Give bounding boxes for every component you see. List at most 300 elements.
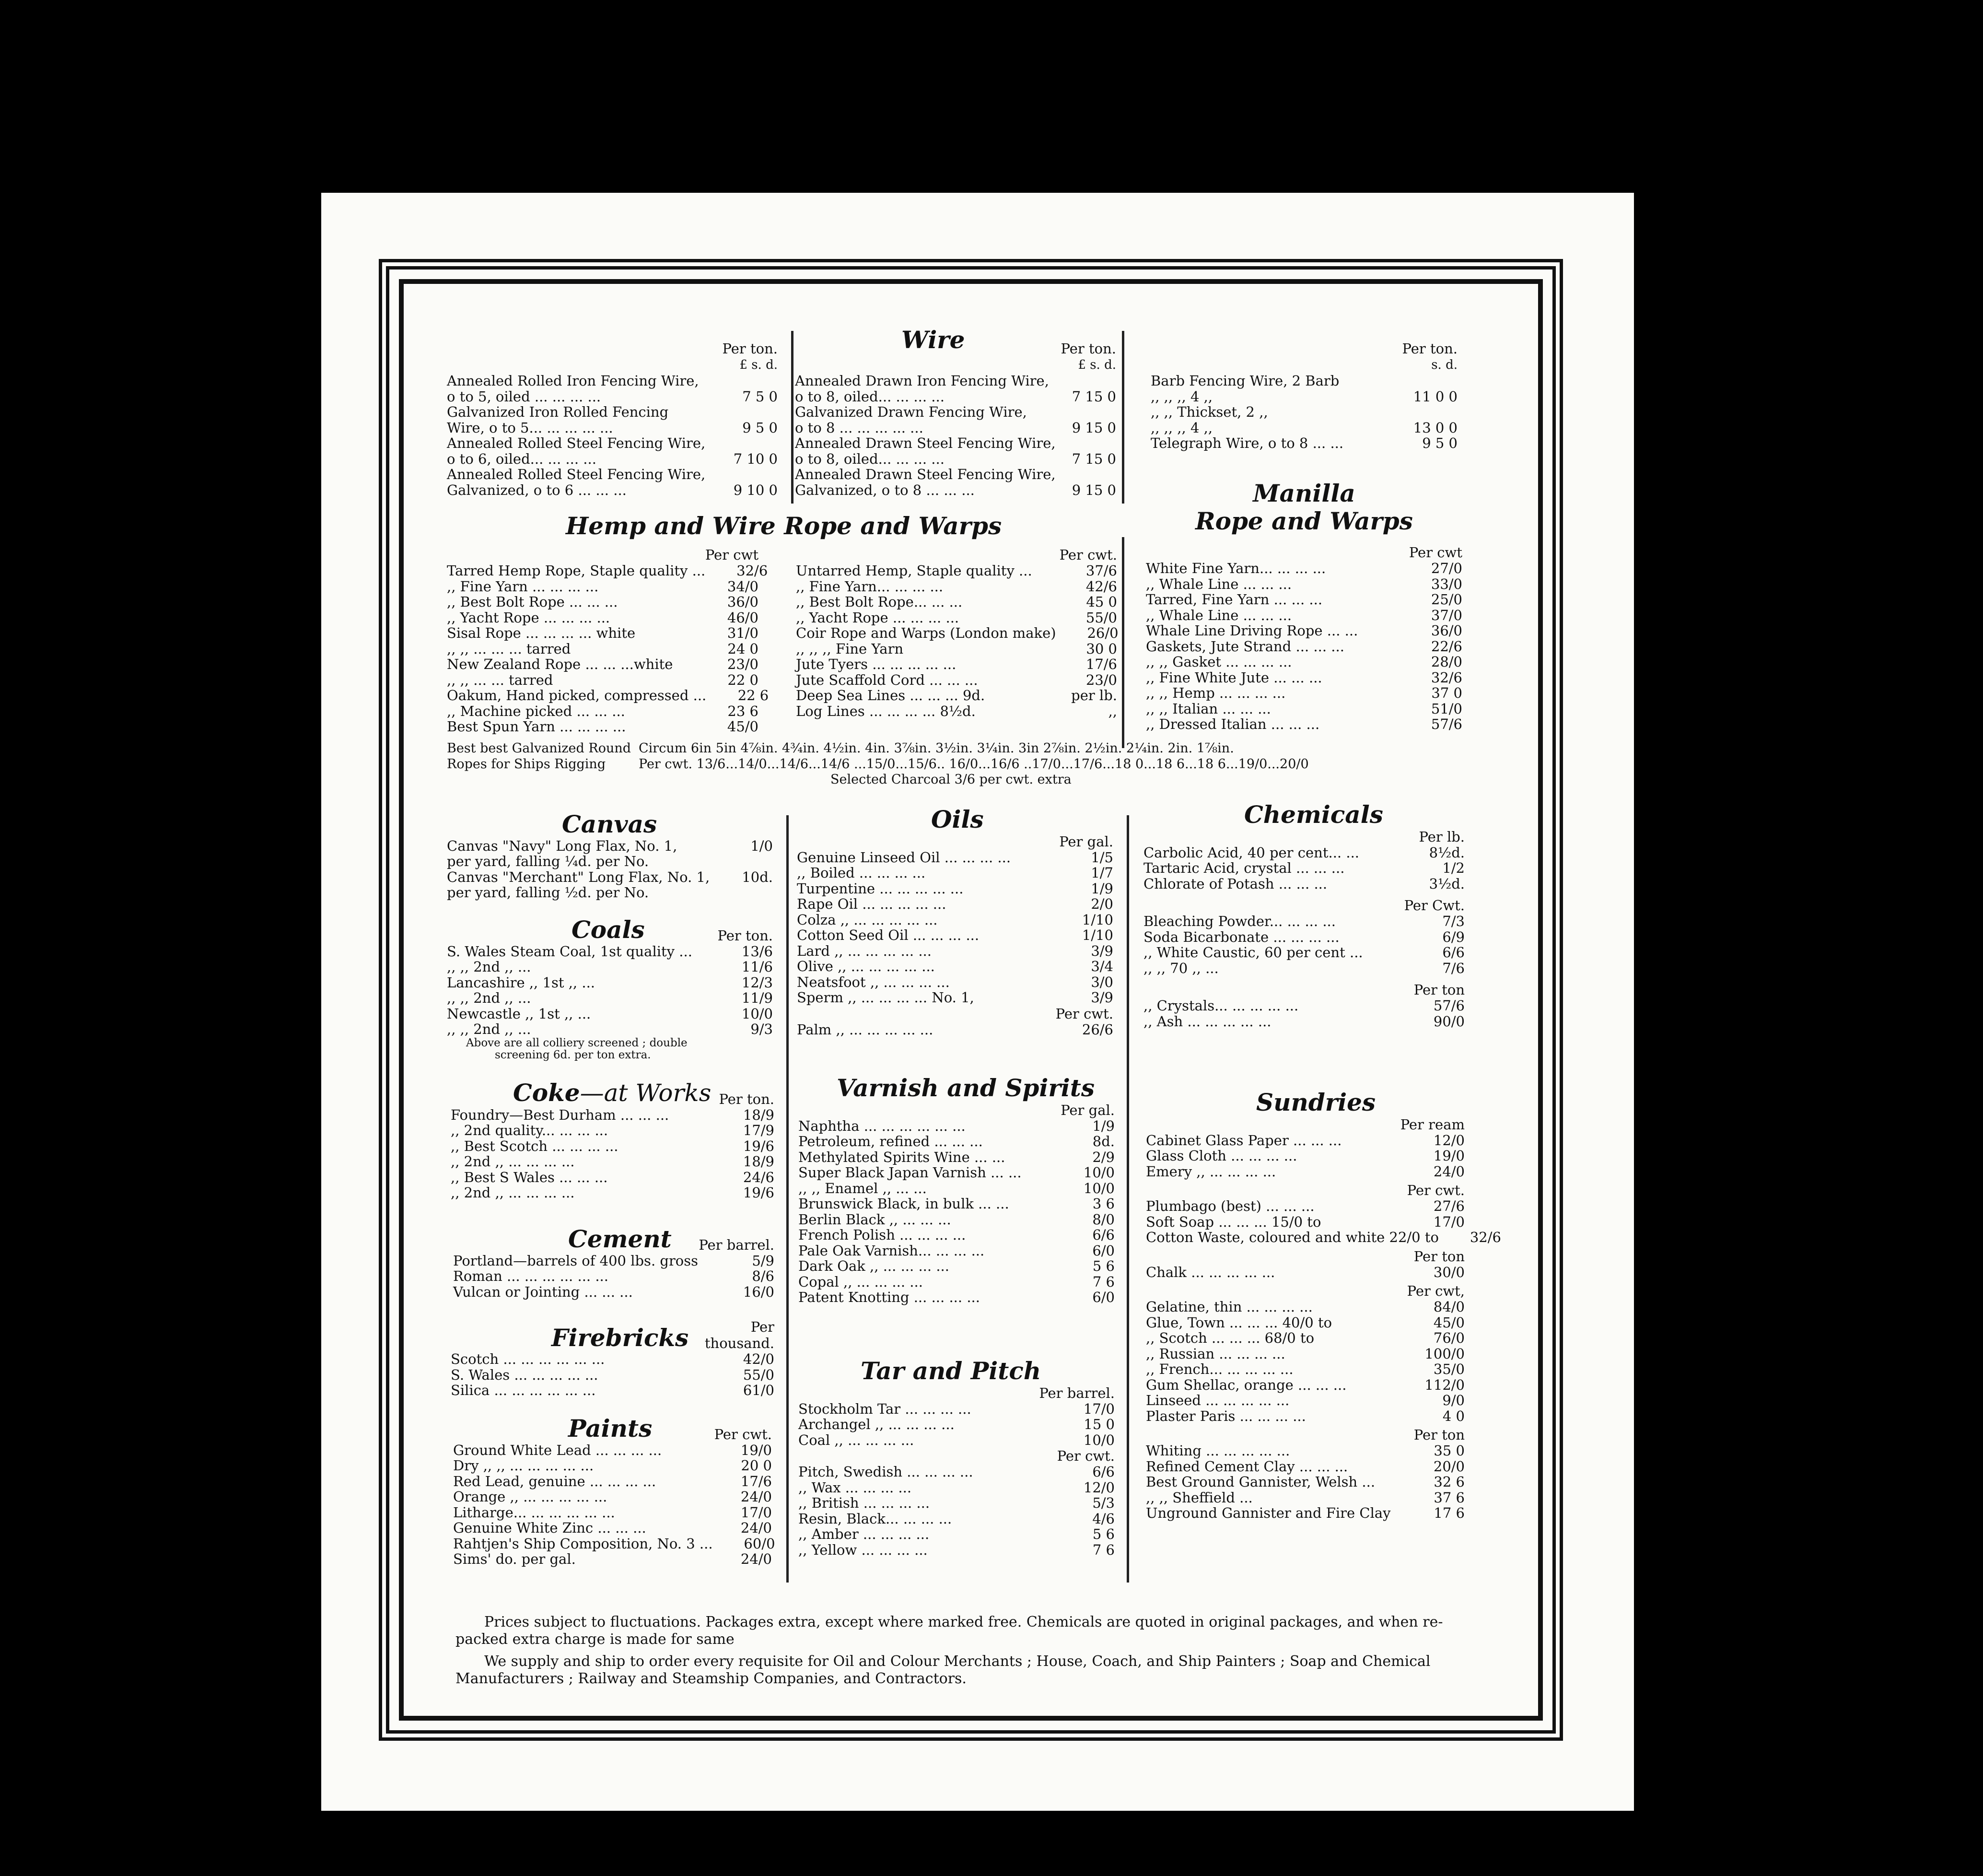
item-price: 2/0 xyxy=(1091,896,1113,912)
price-row xyxy=(453,1489,772,1505)
item-price: 17/9 xyxy=(743,1122,774,1138)
item-price: 11 0 0 xyxy=(1413,388,1458,405)
sundries-unit: Per cwt. xyxy=(1407,1182,1465,1198)
price-row xyxy=(447,482,778,498)
price-row xyxy=(798,1196,1115,1212)
price-row xyxy=(1146,1214,1465,1230)
price-row xyxy=(453,1442,772,1458)
paints-unit: Per cwt. xyxy=(714,1426,772,1442)
manilla-column xyxy=(1146,544,1462,732)
item-name: Bleaching Powder... ... ... ... xyxy=(1143,913,1336,929)
item-price: 16/0 xyxy=(743,1283,774,1300)
item-name: o to 5, oiled ... ... ... ... xyxy=(447,388,601,405)
item-name: Red Lead, genuine ... ... ... ... xyxy=(453,1473,656,1489)
item-price: 8d. xyxy=(1092,1133,1115,1149)
item-price: 45/0 xyxy=(1433,1314,1465,1331)
item-price: 31/0 xyxy=(727,625,758,641)
wire-middle-column xyxy=(795,340,1116,498)
item-name: Galvanized, o to 6 ... ... ... xyxy=(447,481,627,498)
price-row xyxy=(1146,716,1462,732)
price-row xyxy=(447,563,768,579)
price-row xyxy=(447,373,778,389)
price-row xyxy=(1146,1133,1465,1149)
item-name: ,, Crystals... ... ... ... ... xyxy=(1143,997,1299,1014)
item-price: 3/0 xyxy=(1091,973,1113,990)
item-name: Canvas "Merchant" Long Flax, No. 1, xyxy=(447,868,710,885)
coals-unit: Per ton. xyxy=(717,927,773,944)
item-price: 19/6 xyxy=(743,1184,774,1201)
price-row xyxy=(447,625,758,641)
item-price: 32 6 xyxy=(1434,1474,1465,1490)
price-row xyxy=(1146,1361,1465,1377)
item-price: 10/0 xyxy=(1083,1164,1115,1181)
price-row xyxy=(1146,1474,1465,1490)
price-row xyxy=(1143,998,1465,1014)
item-price: 33/0 xyxy=(1431,575,1462,592)
price-row xyxy=(451,1367,774,1383)
hemp-unit: Per cwt. xyxy=(1059,547,1117,563)
item-price: 17/0 xyxy=(740,1504,772,1521)
item-price: 32/6 xyxy=(1470,1229,1501,1245)
item-name: Whale Line Driving Rope ... ... xyxy=(1146,622,1358,639)
varnish-unit: Per gal. xyxy=(1061,1102,1115,1118)
oils-list xyxy=(797,850,1113,1006)
sundries-unit: Per ream xyxy=(1400,1116,1465,1133)
item-name: ,, Russian ... ... ... ... xyxy=(1146,1345,1285,1362)
item-price: 5/3 xyxy=(1092,1495,1115,1511)
item-price: 22 6 xyxy=(737,687,769,704)
item-price: 5 6 xyxy=(1092,1258,1115,1274)
item-name: ,, ,, ... ... tarred xyxy=(447,671,553,688)
wire-left-list xyxy=(447,373,778,498)
item-price: 17/6 xyxy=(1085,656,1117,672)
item-name: Silica ... ... ... ... ... ... xyxy=(451,1382,596,1398)
item-name: ,, ,, ,, 4 ,, xyxy=(1151,388,1213,405)
price-row xyxy=(447,990,773,1006)
price-row xyxy=(1146,1164,1465,1180)
item-price: 9 5 0 xyxy=(1422,435,1458,451)
item-price: 9/3 xyxy=(750,1021,773,1037)
price-row xyxy=(1151,373,1458,389)
price-row xyxy=(1151,404,1458,420)
price-row xyxy=(798,1511,1115,1527)
price-row xyxy=(1146,701,1462,717)
manilla-title: Manilla Rope and Warps xyxy=(1195,479,1413,535)
item-name: Pitch, Swedish ... ... ... ... xyxy=(798,1464,973,1480)
item-name: Patent Knotting ... ... ... ... xyxy=(798,1289,980,1305)
price-row xyxy=(797,865,1113,881)
item-name: Litharge... ... ... ... ... ... xyxy=(453,1504,615,1521)
sundries-list-4 xyxy=(1146,1299,1465,1424)
item-price xyxy=(1056,467,1118,482)
item-price: 7/6 xyxy=(1442,960,1465,976)
item-price: 76/0 xyxy=(1433,1330,1465,1346)
item-price: 36/0 xyxy=(727,594,758,610)
price-row xyxy=(1146,1505,1465,1521)
price-row xyxy=(796,625,1117,641)
item-price: 90/0 xyxy=(1433,1013,1465,1030)
item-price: 1/2 xyxy=(1442,860,1465,876)
price-row xyxy=(795,373,1116,389)
chemicals-list xyxy=(1143,845,1465,892)
item-price: 1/7 xyxy=(1091,865,1113,881)
item-name: Untarred Hemp, Staple quality ... xyxy=(796,563,1032,579)
item-name: Telegraph Wire, o to 8 ... ... xyxy=(1151,435,1344,451)
price-row xyxy=(447,451,778,467)
item-price xyxy=(715,373,778,389)
item-name: ,, French... ... ... ... ... xyxy=(1146,1361,1294,1377)
item-price: 8½d. xyxy=(1429,844,1465,861)
price-row xyxy=(1146,1299,1465,1315)
item-price: 3/4 xyxy=(1091,958,1113,974)
item-name: Carbolic Acid, 40 per cent... ... xyxy=(1143,844,1360,861)
item-name: Berlin Black ,, ... ... ... xyxy=(798,1211,951,1228)
canvas-title: Canvas xyxy=(562,810,657,838)
item-price: 10/0 xyxy=(1083,1180,1115,1196)
item-name: ,, Amber ... ... ... ... xyxy=(798,1526,930,1542)
item-name: Genuine Linseed Oil ... ... ... ... xyxy=(797,849,1011,866)
item-name: ,, Boiled ... ... ... ... xyxy=(797,865,926,881)
item-price: 12/3 xyxy=(741,974,773,991)
price-row xyxy=(798,1165,1115,1181)
price-row xyxy=(1146,654,1462,670)
item-name: ,, Best Scotch ... ... ... ... xyxy=(451,1137,618,1154)
item-name: Glass Cloth ... ... ... ... xyxy=(1146,1148,1297,1164)
item-price: 24/0 xyxy=(740,1520,772,1536)
item-name: ,, ,, Thickset, 2 ,, xyxy=(1151,404,1268,420)
item-name: o to 6, oiled... ... ... ... xyxy=(447,450,596,467)
item-price: 23/0 xyxy=(727,656,758,672)
item-price: 13/6 xyxy=(741,943,773,960)
cement-list xyxy=(453,1253,774,1300)
item-name: Whiting ... ... ... ... ... xyxy=(1146,1442,1290,1459)
item-name: Gum Shellac, orange ... ... ... xyxy=(1146,1376,1347,1393)
chemicals-unit: Per ton xyxy=(1413,982,1465,998)
item-price: 17/0 xyxy=(1433,1213,1465,1230)
price-row xyxy=(798,1495,1115,1511)
oils-unit: Per cwt. xyxy=(1055,1005,1113,1022)
item-name: ,, 2nd quality... ... ... ... xyxy=(451,1122,608,1138)
sundries-unit: Per ton xyxy=(1413,1427,1465,1443)
item-price: per lb. xyxy=(1071,687,1117,704)
sundries-list xyxy=(1146,1133,1465,1180)
sundries-section xyxy=(1146,1088,1501,1521)
item-name: ,, ,, 2nd ,, ... xyxy=(447,1021,531,1037)
item-name: ,, Best Bolt Rope... ... ... xyxy=(796,594,963,610)
item-price: 10/0 xyxy=(1083,1431,1115,1448)
price-row xyxy=(797,881,1113,897)
item-name: Tartaric Acid, crystal ... ... ... xyxy=(1143,860,1345,876)
item-name: ,, Whale Line ... ... ... xyxy=(1146,575,1292,592)
coke-section xyxy=(451,1079,774,1201)
price-row xyxy=(451,1107,774,1123)
tar-list xyxy=(798,1401,1115,1448)
item-price: 7 6 xyxy=(1092,1273,1115,1290)
price-row xyxy=(795,389,1116,405)
item-name: ,, British ... ... ... ... xyxy=(798,1495,930,1511)
price-row xyxy=(1146,623,1462,639)
item-name: ,, Fine Yarn ... ... ... ... xyxy=(447,578,599,595)
price-row xyxy=(451,1185,774,1201)
item-price: 7 15 0 xyxy=(1072,450,1116,467)
item-price: 26/6 xyxy=(1082,1021,1113,1038)
coke-list xyxy=(451,1107,774,1201)
item-price: 13 0 0 xyxy=(1413,419,1458,436)
tar-unit: Per barrel. xyxy=(1039,1384,1115,1401)
item-price: 5/9 xyxy=(752,1252,774,1269)
price-row xyxy=(447,869,773,885)
price-row xyxy=(797,990,1113,1006)
item-price: 4/6 xyxy=(1092,1510,1115,1527)
item-name: ,, ,, Enamel ,, ... ... xyxy=(798,1180,927,1196)
price-row xyxy=(798,1542,1115,1558)
price-row xyxy=(798,1526,1115,1542)
price-row xyxy=(798,1417,1115,1432)
item-price: 57/6 xyxy=(1431,716,1462,732)
item-price: 100/0 xyxy=(1424,1345,1465,1362)
item-price: 23 6 xyxy=(727,703,758,719)
item-price: 32/6 xyxy=(736,563,768,579)
item-price: 20 0 xyxy=(741,1457,772,1474)
item-price: 27/6 xyxy=(1433,1198,1465,1214)
item-price: 11/9 xyxy=(741,990,773,1006)
item-name: Jute Scaffold Cord ... ... ... xyxy=(796,671,978,688)
item-name: Soft Soap ... ... ... 15/0 to xyxy=(1146,1213,1321,1230)
item-price: 55/0 xyxy=(743,1366,774,1383)
item-price: 11/6 xyxy=(741,959,773,975)
price-row xyxy=(1143,1014,1465,1030)
item-name: Dry ,, ,, ... ... ... ... ... xyxy=(453,1457,594,1474)
coals-list xyxy=(447,944,773,1037)
item-name: ,, Yacht Rope ... ... ... ... xyxy=(796,609,959,626)
footer-notes xyxy=(455,1614,1462,1692)
oils-section xyxy=(797,806,1113,1037)
item-price: 15 0 xyxy=(1084,1416,1115,1432)
item-name: Orange ,, ... ... ... ... ... xyxy=(453,1489,607,1505)
item-name: Cotton Waste, coloured and white 22/0 to xyxy=(1146,1229,1439,1245)
item-name: Vulcan or Jointing ... ... ... xyxy=(453,1283,633,1300)
item-price xyxy=(1054,404,1116,420)
price-row xyxy=(451,1138,774,1154)
price-row xyxy=(447,404,778,420)
price-row xyxy=(1146,608,1462,623)
price-row xyxy=(447,579,758,595)
item-name: Copal ,, ... ... ... ... xyxy=(798,1273,923,1290)
item-name: Tarred, Fine Yarn ... ... ... xyxy=(1146,591,1323,608)
item-price: 7 6 xyxy=(1092,1541,1115,1558)
price-row xyxy=(453,1268,774,1284)
item-price: ,, xyxy=(1108,703,1117,719)
item-price: 1/10 xyxy=(1082,927,1113,943)
price-row xyxy=(1151,420,1458,436)
sundries-list-5 xyxy=(1146,1443,1465,1521)
price-row xyxy=(798,1134,1115,1149)
price-row xyxy=(1146,639,1462,655)
cement-section xyxy=(453,1225,774,1300)
price-row xyxy=(795,467,1116,482)
price-row xyxy=(1146,561,1462,576)
varnish-list xyxy=(798,1118,1115,1305)
varnish-section xyxy=(798,1074,1115,1305)
item-name: Methylated Spirits Wine ... ... xyxy=(798,1149,1005,1165)
item-name: Sperm ,, ... ... ... ... No. 1, xyxy=(797,989,974,1006)
item-price: 7 10 0 xyxy=(733,450,778,467)
item-name: Lard ,, ... ... ... ... ... xyxy=(797,942,932,959)
galv-note: Selected Charcoal 3/6 per cwt. extra xyxy=(830,772,1072,787)
item-name: Turpentine ... ... ... ... ... xyxy=(797,880,964,897)
coals-note: Above are all colliery screened ; double xyxy=(466,1036,688,1049)
price-row xyxy=(451,1351,774,1367)
price-row xyxy=(453,1551,772,1567)
item-name: Galvanized, o to 8 ... ... ... xyxy=(795,481,975,498)
item-price: 7/3 xyxy=(1442,913,1465,929)
firebricks-list xyxy=(451,1351,774,1398)
item-price: 23/0 xyxy=(1085,671,1117,688)
item-price: 55/0 xyxy=(1085,609,1117,626)
item-name: ,, Best S Wales ... ... ... xyxy=(451,1169,608,1185)
price-row xyxy=(1146,1346,1465,1362)
item-name: ,, Fine White Jute ... ... ... xyxy=(1146,669,1322,686)
price-row xyxy=(447,467,778,482)
footer-line-1: Prices subject to fluctuations. Packages extra, except where marked free. Chemicals are quoted in original packages, and when re-packed extra charge is made for same xyxy=(455,1614,1443,1648)
item-price: 6/0 xyxy=(1092,1242,1115,1259)
wire-unit: Per ton. xyxy=(1061,340,1116,357)
coals-section xyxy=(447,916,773,1061)
price-row xyxy=(447,610,758,626)
price-row xyxy=(796,657,1117,672)
sundries-list-3 xyxy=(1146,1265,1465,1280)
item-price xyxy=(1056,435,1118,451)
item-price: 18/9 xyxy=(743,1153,774,1170)
item-name: Coal ,, ... ... ... ... xyxy=(798,1431,914,1448)
item-price: 19/0 xyxy=(1433,1148,1465,1164)
price-row xyxy=(1143,876,1465,892)
item-name: ,, Fine Yarn... ... ... ... xyxy=(796,578,944,595)
coals-title: Coals xyxy=(572,915,645,944)
price-row xyxy=(453,1253,774,1269)
item-name: Archangel ,, ... ... ... ... xyxy=(798,1416,955,1432)
oils-title: Oils xyxy=(931,805,984,833)
item-price: 17/6 xyxy=(740,1473,772,1489)
item-price: 24/6 xyxy=(743,1169,774,1185)
item-price: 20/0 xyxy=(1433,1458,1465,1475)
item-price: 3 6 xyxy=(1092,1196,1115,1212)
item-price xyxy=(1054,373,1116,389)
item-price: 35/0 xyxy=(1433,1361,1465,1377)
item-price: 6/6 xyxy=(1092,1464,1115,1480)
item-name: ,, Dressed Italian ... ... ... xyxy=(1146,716,1320,732)
galv-circum: Circum 6in 5in 4⅞in. 4¾in. 4½in. 4in. 3⅞in. 3½in. 3¼in. 3in 2⅞in. 2½in. 2¼in. 2in. 1⅞in. xyxy=(639,741,1234,756)
item-name: ,, Wax ... ... ... ... xyxy=(798,1479,912,1496)
price-row xyxy=(447,854,773,869)
galv-label-1: Best best Galvanized Round xyxy=(447,741,631,756)
item-price: 25/0 xyxy=(1431,591,1462,608)
price-row xyxy=(451,1154,774,1170)
item-price: 10/0 xyxy=(741,1005,773,1022)
item-price xyxy=(715,435,778,451)
price-row xyxy=(1143,961,1465,976)
sundries-list-2 xyxy=(1146,1198,1501,1245)
price-row xyxy=(796,594,1117,610)
price-row xyxy=(798,1401,1115,1417)
wire-lsd: £ s. d. xyxy=(1078,358,1116,372)
paints-list xyxy=(453,1442,775,1567)
item-price: 2/9 xyxy=(1092,1149,1115,1165)
price-row xyxy=(796,579,1117,595)
price-row xyxy=(1143,860,1465,876)
manilla-list xyxy=(1146,561,1462,732)
item-name: Wire, o to 5... ... ... ... ... xyxy=(447,419,613,436)
item-price: 3½d. xyxy=(1429,875,1465,892)
price-row xyxy=(798,1432,1115,1448)
paints-section xyxy=(453,1414,775,1567)
item-price: 12/0 xyxy=(1083,1479,1115,1496)
price-row xyxy=(798,1290,1115,1305)
item-price: 1/0 xyxy=(750,837,773,854)
item-name: Rape Oil ... ... ... ... ... xyxy=(797,896,946,912)
firebricks-title: Firebricks xyxy=(551,1323,689,1352)
item-price: 51/0 xyxy=(1431,700,1462,717)
price-row xyxy=(798,1274,1115,1290)
item-name: o to 8, oiled... ... ... ... xyxy=(795,450,945,467)
wire-sd: s. d. xyxy=(1431,358,1458,372)
item-price: 37/6 xyxy=(1085,563,1117,579)
item-name: Petroleum, refined ... ... ... xyxy=(798,1133,983,1149)
item-price xyxy=(1395,373,1458,389)
canvas-section xyxy=(447,810,773,901)
price-row xyxy=(1143,845,1465,861)
price-row xyxy=(447,435,778,451)
price-row xyxy=(453,1458,772,1474)
item-name: ,, Scotch ... ... ... 68/0 to xyxy=(1146,1330,1315,1346)
item-name: Log Lines ... ... ... ... 8½d. xyxy=(796,703,976,719)
item-name: ,, ,, 2nd ,, ... xyxy=(447,990,531,1006)
sundries-title: Sundries xyxy=(1256,1088,1376,1116)
price-row xyxy=(1146,1330,1465,1346)
hemp-middle-list xyxy=(796,563,1117,719)
item-price: 46/0 xyxy=(727,609,758,626)
item-price: 24 0 xyxy=(727,640,758,657)
price-row xyxy=(796,688,1117,704)
item-name: ,, Machine picked ... ... ... xyxy=(447,703,625,719)
item-name: Gaskets, Jute Strand ... ... ... xyxy=(1146,638,1344,655)
item-price: 22 0 xyxy=(727,671,758,688)
cement-unit: Per barrel. xyxy=(699,1236,774,1253)
price-row xyxy=(798,1181,1115,1196)
price-row xyxy=(447,719,758,735)
price-row xyxy=(447,687,769,704)
manilla-unit: Per cwt xyxy=(1409,544,1462,561)
item-name: Tarred Hemp Rope, Staple quality ... xyxy=(447,563,706,579)
price-row xyxy=(797,959,1113,974)
item-name: Refined Cement Clay ... ... ... xyxy=(1146,1458,1348,1475)
item-price: 8/6 xyxy=(752,1268,774,1284)
item-name: Cabinet Glass Paper ... ... ... xyxy=(1146,1132,1342,1149)
item-price: 7 5 0 xyxy=(742,388,778,405)
item-name: Annealed Rolled Steel Fencing Wire, xyxy=(447,466,706,482)
item-price: 36/0 xyxy=(1431,622,1462,639)
price-row xyxy=(453,1474,772,1489)
item-name: Chalk ... ... ... ... ... xyxy=(1146,1264,1275,1280)
item-name: Foundry—Best Durham ... ... ... xyxy=(451,1106,669,1123)
galv-prices: Per cwt. 13/6...14/0...14/6...14/6 ...15/0...15/6.. 16/0...16/6 ..17/0...17/6...18 0...18 6...18 6...19/0...20/0 xyxy=(639,756,1309,772)
item-price xyxy=(711,885,773,901)
item-name: Jute Tyers ... ... ... ... ... xyxy=(796,656,957,672)
wire-lsd: £ s. d. xyxy=(739,358,778,372)
item-name: Oakum, Hand picked, compressed ... xyxy=(447,687,707,704)
price-row xyxy=(797,850,1113,866)
item-name: Canvas "Navy" Long Flax, No. 1, xyxy=(447,837,677,854)
